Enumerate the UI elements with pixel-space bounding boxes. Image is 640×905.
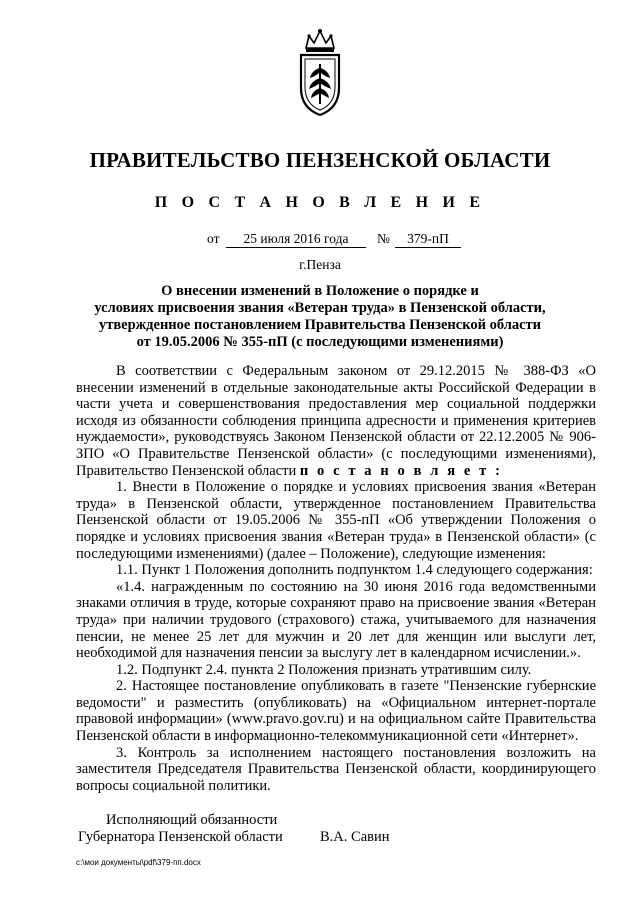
document-type: П О С Т А Н О В Л Е Н И Е (154, 194, 486, 211)
paragraph-1-1: 1.1. Пункт 1 Положения дополнить подпунктом 1.4 следующего содержания: (116, 562, 593, 579)
date-label: от (207, 231, 220, 246)
paragraph-1-1-quote: «1.4. награжденным по состоянию на 30 июня 2016 года ведомственными знаками отличия в труде, которые сохраняют право на присвоение звания «Ветеран труда» при наличии трудового (страхового) стажа, учитываемого для назначения пенсии, не менее 25 лет для мужчин и 20 лет для женщин или выслуги лет, необходимой для назначения пенсии за выслугу лет в календарном исчислении.». (76, 578, 596, 662)
document-number: 379-пП (395, 231, 461, 248)
signature-title-line1: Исполняющий обязанности (106, 812, 278, 828)
paragraph-1-2: 1.2. Подпункт 2.4. пункта 2 Положения признать утратившим силу. (116, 661, 532, 678)
date-number-line (0, 231, 640, 251)
subject-line: от 19.05.2006 № 355-пП (с последующими изменениями) (136, 334, 504, 350)
decree-word: п о с т а н о в л я е т : (299, 462, 503, 479)
paragraph-1: 1. Внести в Положение о порядке и условиях присвоения звания «Ветеран труда» в Пензенской области, утвержденное постановлением Правительства Пензенской области от 19.05.2006 № 355-пП «Об утверждении Положения о порядке и условиях присвоения звания «Ветеран труда» в Пензенской области» (с последующими изменениями) (далее – Положение), следующие изменения: (76, 479, 596, 562)
signatory-name: В.А. Савин (320, 829, 390, 845)
subject-line: О внесении изменений в Положение о порядке и (161, 283, 479, 299)
government-title: ПРАВИТЕЛЬСТВО ПЕНЗЕНСКОЙ ОБЛАСТИ (89, 148, 551, 172)
paragraph-3: 3. Контроль за исполнением настоящего постановления возложить на заместителя Председателя Правительства Пензенской области, координирующего вопросы социальной политики. (76, 744, 596, 794)
file-path-footer: c:\мои документы\pdf\379-пп.docx (76, 858, 201, 867)
subject-line: утвержденное постановлением Правительства Пензенской области (98, 317, 542, 333)
signature-title-line2: Губернатора Пензенской области (78, 829, 283, 845)
document-date: 25 июля 2016 года (226, 231, 366, 248)
paragraph-2: 2. Настоящее постановление опубликовать в газете "Пензенские губернские ведомости" и разместить (опубликовать) на «Официальном интернет-портале правовой информации» (www.pravo.gov.ru) и на официальном сайте Правительства Пензенской области в информационно-телекоммуникационной сети «Интернет». (76, 678, 596, 745)
preamble-paragraph (76, 363, 596, 479)
preamble-text: В соответствии с Федеральным законом от 29.12.2015 № 388-ФЗ «О внесении изменений в отдельные законодательные акты Российской Федерации в части учета и совершенствования предоставления мер социальной поддержки исходя из обязанности соблюдения принципа адресности и применения критериев нуждаемости», руководствуясь Законом Пензенской области от 22.12.2005 № 906-ЗПО «О Правительстве Пензенской области» (с последующими изменениями), Правительство Пензенской области (76, 363, 596, 479)
subject-line: условиях присвоения звания «Ветеран труда» в Пензенской области, (94, 300, 546, 316)
document-body (76, 363, 596, 794)
coat-of-arms-emblem (295, 28, 345, 118)
city: г.Пенза (299, 257, 341, 272)
number-label: № (377, 231, 390, 246)
document-subject (40, 283, 600, 351)
